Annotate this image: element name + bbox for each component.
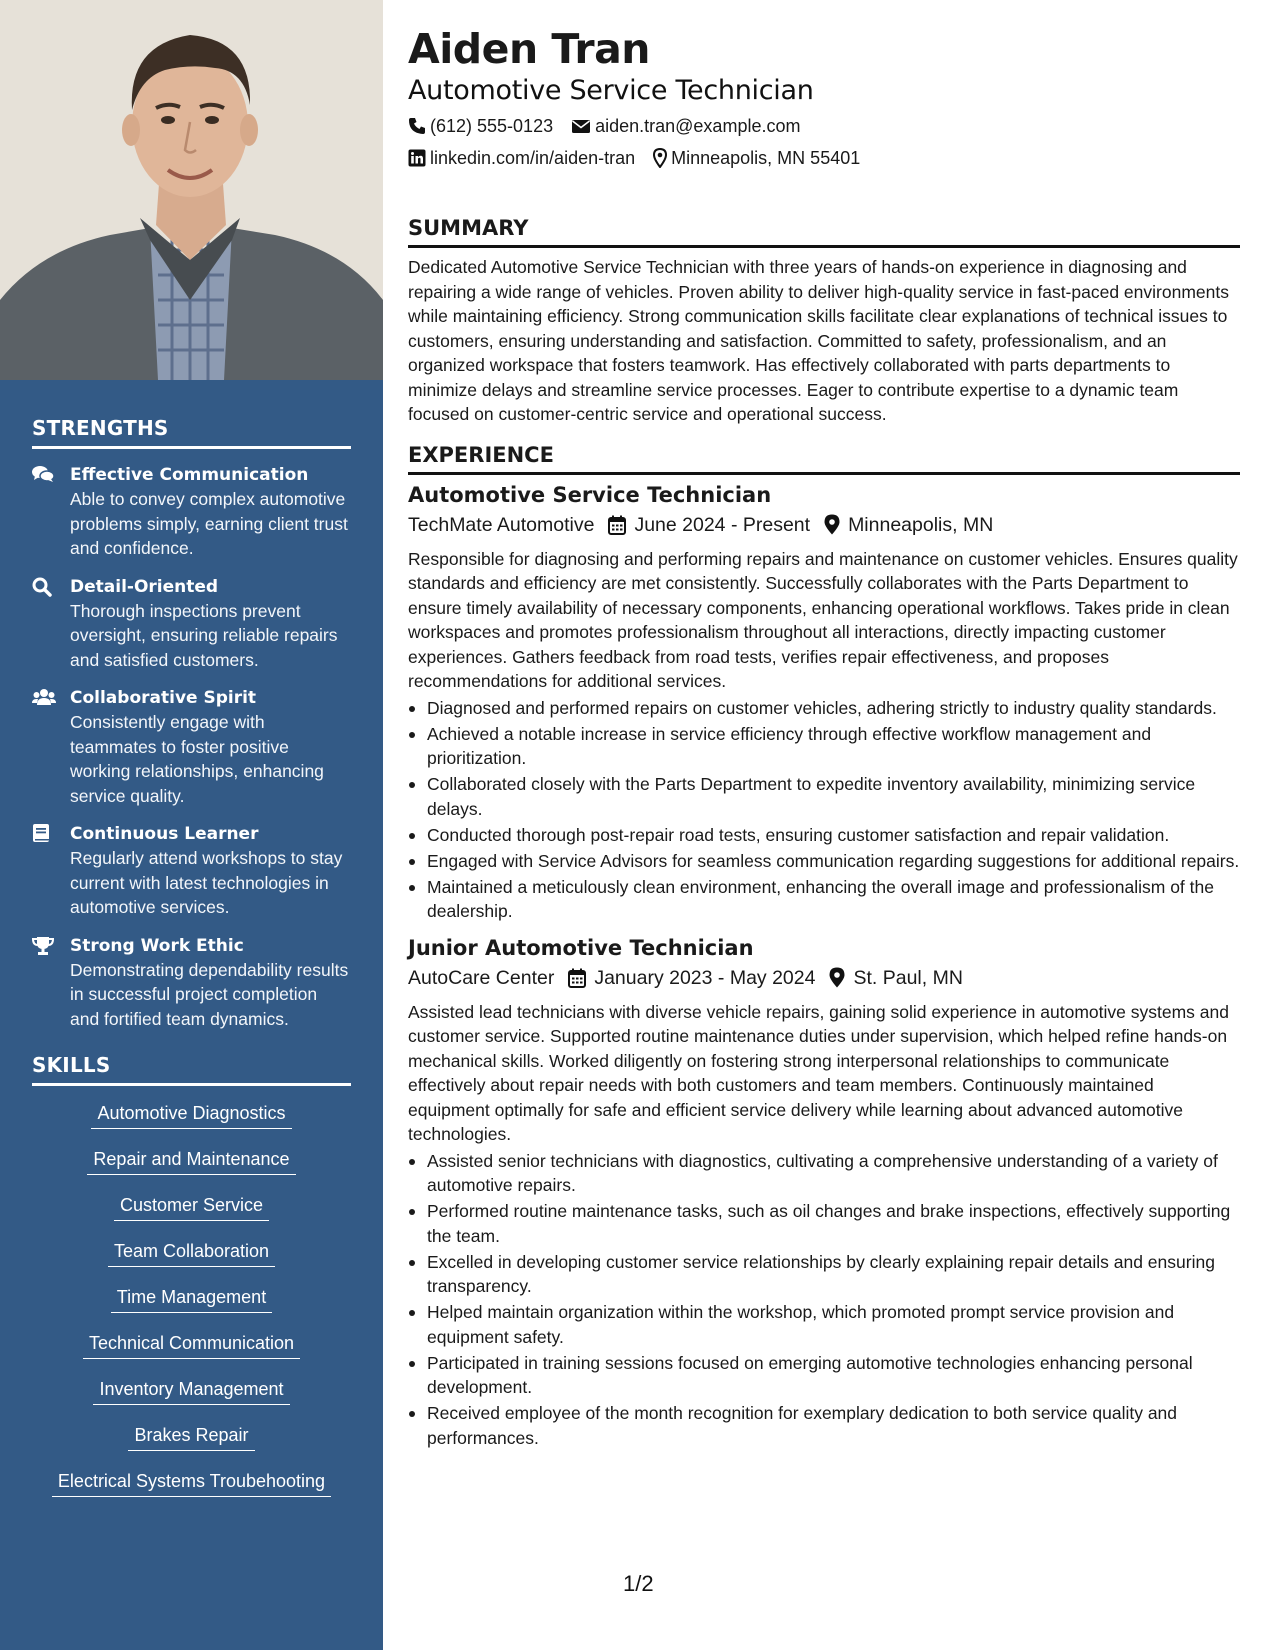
email-contact[interactable] [571, 112, 800, 140]
skill-tag: Customer Service [114, 1186, 269, 1221]
job-dates [568, 963, 815, 993]
skills-heading: SKILLS [32, 1031, 351, 1086]
bullet-item: Performed routine maintenance tasks, such as oil changes and brake inspections, effectively supporting the team. [408, 1199, 1240, 1248]
location-contact [653, 144, 860, 172]
trophy-icon [32, 934, 70, 1032]
profile-photo [0, 0, 383, 380]
job-description: Responsible for diagnosing and performing repairs and maintenance on customer vehicles. Ensures quality standards and efficiency are met consistently. Successfully collaborates with the Parts Department to ensure timely availability of necessary components, enhancing operational workflows. Takes pride in clean workspaces and promotes professionalism throughout all interactions, directly impacting customer experiences. Gathers feedback from road tests, verifies repair effectiveness, and proposes recommendations for additional services. [408, 548, 1238, 691]
skill-tag: Automotive Diagnostics [91, 1094, 291, 1129]
page-number: 1/2 [623, 1571, 654, 1596]
strengths-heading: STRENGTHS [32, 380, 351, 449]
sidebar [0, 0, 383, 1650]
skill-tag: Time Management [111, 1278, 272, 1313]
bullet-item: Helped maintain organization within the workshop, which promoted prompt service provision and equipment safety. [408, 1300, 1240, 1349]
envelope-icon [571, 118, 591, 134]
strength-name: Effective Communication [70, 465, 309, 485]
company-name: TechMate Automotive [408, 513, 595, 536]
job-location [824, 510, 993, 540]
users-icon [32, 686, 70, 808]
skill-tag: Brakes Repair [128, 1416, 254, 1451]
strength-name: Continuous Learner [70, 824, 259, 844]
company-name: AutoCare Center [408, 966, 555, 989]
skill-tag: Inventory Management [93, 1370, 289, 1405]
summary-heading: SUMMARY [408, 214, 1240, 248]
contact-row [408, 112, 1240, 140]
skill-tag: Team Collaboration [108, 1232, 275, 1267]
strength-desc: Consistently engage with teammates to foster positive working relationships, enhancing service quality. [70, 712, 324, 806]
location-text: Minneapolis, MN 55401 [671, 148, 861, 168]
skill-tag: Repair and Maintenance [87, 1140, 295, 1175]
strength-desc: Able to convey complex automotive problems simply, earning client trust and confidence. [70, 489, 348, 558]
linkedin-link[interactable]: linkedin.com/in/aiden-tran [430, 148, 636, 168]
email-link[interactable]: aiden.tran@example.com [595, 116, 801, 136]
experience-heading: EXPERIENCE [408, 441, 1240, 475]
strength-item [32, 686, 351, 808]
job-description: Assisted lead technicians with diverse vehicle repairs, gaining solid experience in automotive systems and customer service. Supported routine maintenance duties under supervision, which helped refine hands-on mechanical skills. Worked diligently on fostering strong interpersonal relationships to communicate effectively about repair needs with both customers and team members. Continuously maintained equipment optimally for safe and efficient service delivery while learning about advanced automotive technologies. [408, 1001, 1229, 1144]
bullet-item: Maintained a meticulously clean environment, enhancing the overall image and professionalism of the dealership. [408, 875, 1240, 924]
job-entry [408, 934, 1240, 1451]
calendar-icon [608, 515, 626, 535]
comments-icon [32, 463, 70, 561]
skill-tag: Technical Communication [83, 1324, 300, 1359]
job-entry [408, 481, 1240, 924]
job-dates [608, 510, 810, 540]
search-icon [32, 575, 70, 673]
strength-item [32, 575, 351, 673]
candidate-title: Automotive Service Technician [408, 75, 814, 106]
linkedin-icon [408, 149, 426, 167]
job-title: Junior Automotive Technician [408, 935, 754, 960]
summary-text: Dedicated Automotive Service Technician with three years of hands-on experience in diagnosing and repairing a wide range of vehicles. Proven ability to deliver high-quality service in fast-paced environments while maintaining efficiency. Strong communication skills facilitate clear explanations of technical issues to customers, ensuring understanding and satisfaction. Committed to safety, professionalism, and an organized workspace that fosters teamwork. Has effectively collaborated with parts departments to minimize delays and streamline service processes. Eager to contribute expertise to a dynamic team focused on customer-centric service and operational success. [408, 257, 1229, 424]
location-pin-icon [829, 967, 845, 988]
job-location [829, 963, 962, 993]
location-pin-icon [653, 148, 667, 168]
job-location-text: Minneapolis, MN [848, 513, 994, 536]
main-content [408, 0, 1240, 1452]
linkedin-contact[interactable] [408, 144, 635, 172]
bullet-item: Conducted thorough post-repair road tests, ensuring customer satisfaction and repair validation. [408, 823, 1240, 848]
strength-desc: Demonstrating dependability results in successful project completion and fortified team dynamics. [70, 959, 349, 1029]
strength-item [32, 934, 351, 1032]
bullet-item: Diagnosed and performed repairs on customer vehicles, adhering strictly to industry quality standards. [408, 696, 1240, 721]
bullet-item: Engaged with Service Advisors for seamless communication regarding suggestions for additional repairs. [408, 849, 1240, 874]
strength-desc: Thorough inspections prevent oversight, ensuring reliable repairs and satisfied customers. [70, 600, 338, 670]
job-bullets [408, 1149, 1240, 1451]
job-dates-text: June 2024 - Present [634, 513, 811, 536]
candidate-name: Aiden Tran [408, 25, 650, 73]
location-pin-icon [824, 514, 840, 535]
strength-item [32, 822, 351, 920]
strength-name: Strong Work Ethic [70, 935, 244, 956]
bullet-item: Received employee of the month recognition for exemplary dedication to both service quality and performances. [408, 1401, 1240, 1450]
book-icon [32, 822, 70, 920]
skill-tag: Electrical Systems Troubehooting [52, 1462, 331, 1497]
skills-list [32, 1094, 351, 1497]
strength-desc: Regularly attend workshops to stay current with latest technologies in automotive services. [70, 848, 343, 917]
contact-row-2 [408, 144, 1240, 172]
job-meta [408, 510, 1240, 540]
bullet-item: Excelled in developing customer service relationships by clearly explaining repair details and ensuring transparency. [408, 1250, 1240, 1299]
calendar-icon [568, 968, 586, 988]
strength-name: Collaborative Spirit [70, 688, 257, 708]
bullet-item: Collaborated closely with the Parts Department to expedite inventory availability, minimizing service delays. [408, 772, 1240, 821]
bullet-item: Assisted senior technicians with diagnostics, cultivating a comprehensive understanding of a variety of automotive repairs. [408, 1149, 1240, 1198]
phone-text: (612) 555-0123 [430, 116, 554, 136]
strength-item [32, 463, 351, 561]
job-dates-text: January 2023 - May 2024 [594, 966, 816, 989]
phone-contact [408, 112, 553, 140]
strength-name: Detail-Oriented [70, 576, 219, 597]
job-meta [408, 963, 1240, 993]
bullet-item: Participated in training sessions focused on emerging automotive technologies enhancing personal development. [408, 1351, 1240, 1400]
bullet-item: Achieved a notable increase in service efficiency through effective workflow management and prioritization. [408, 722, 1240, 771]
phone-icon [408, 117, 426, 135]
job-bullets [408, 696, 1240, 924]
job-title: Automotive Service Technician [408, 482, 772, 507]
job-location-text: St. Paul, MN [853, 966, 963, 989]
skills-section [0, 1031, 383, 1497]
strengths-section [0, 380, 383, 1031]
